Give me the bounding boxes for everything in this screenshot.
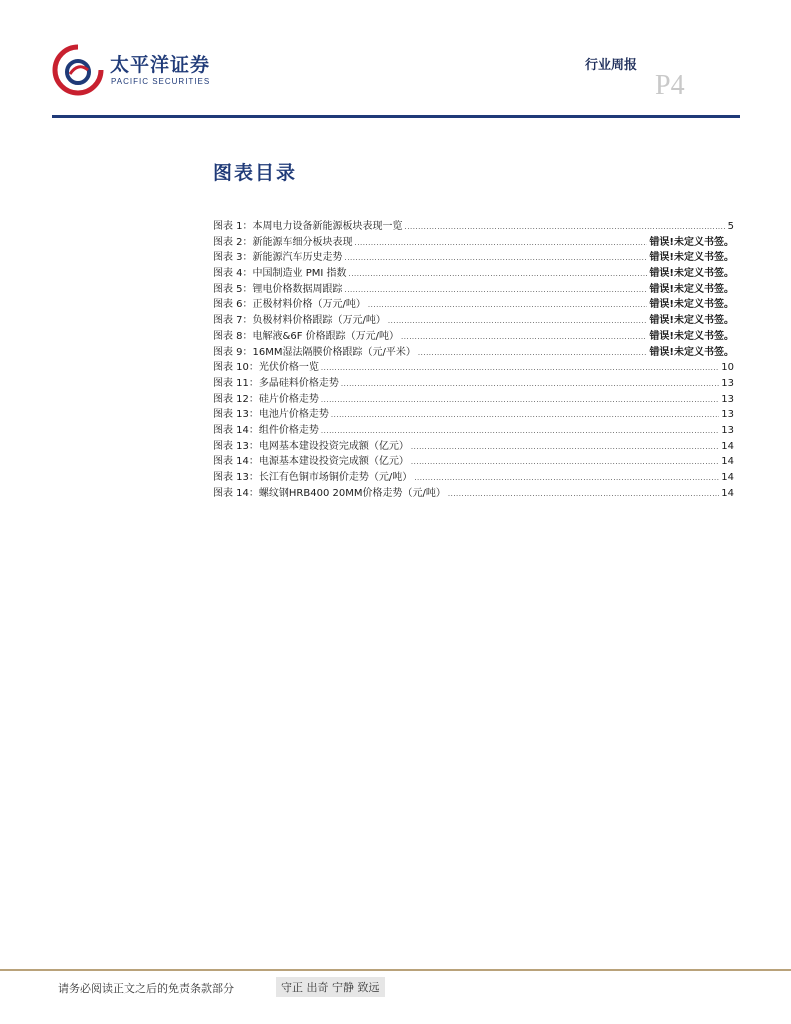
toc-leader-dots [414,471,719,487]
footer-motto: 守正 出奇 宁静 致远 [276,977,385,997]
toc-entry[interactable] [213,266,734,282]
toc-entry[interactable] [213,345,734,361]
toc-entry-label: 图表 7：负极材料价格跟踪（万元/吨） [213,315,386,327]
toc-entry[interactable] [213,423,734,439]
toc-entry-label: 图表 4：中国制造业 PMI 指数 [213,268,347,280]
company-name-en: PACIFIC SECURITIES [111,77,211,86]
toc-entry[interactable] [213,360,734,376]
toc-entry-page: 错误!未定义书签。 [649,283,734,295]
toc-leader-dots [388,314,648,330]
footer-divider [0,969,791,971]
pacific-securities-logo-icon [52,44,104,96]
toc-leader-dots [411,440,719,456]
toc-entry-page: 13 [721,393,734,405]
report-type: 行业周报 [585,58,638,73]
toc-entry-page: 5 [727,221,734,232]
toc-entry[interactable] [213,439,734,455]
toc-entry-label: 图表 1：本周电力设备新能源板块表现一览 [213,221,403,232]
toc-entry[interactable] [213,454,734,470]
toc-entry-page: 错误!未定义书签。 [649,346,734,358]
toc-entry[interactable] [213,313,734,329]
toc-entry-page: 14 [721,456,734,468]
toc-leader-dots [448,487,719,503]
footer-disclaimer: 请务必阅读正文之后的免责条款部分 [58,982,234,995]
toc-entry-label: 图表 11：多晶硅料价格走势 [213,377,339,389]
toc-entry[interactable] [213,235,734,251]
toc-entry[interactable] [213,486,734,502]
company-name-cn: 太平洋证券 [110,54,211,76]
toc-leader-dots [345,251,648,267]
toc-entry-page: 13 [721,409,734,421]
toc-entry-label: 图表 13：电网基本建设投资完成额（亿元） [213,440,409,452]
toc-entry-page: 10 [721,362,734,374]
toc-entry[interactable] [213,282,734,298]
toc-leader-dots [345,283,648,299]
toc-entry[interactable] [213,376,734,392]
toc-leader-dots [355,236,648,252]
toc-entry[interactable] [213,219,734,235]
toc-leader-dots [331,408,719,424]
toc-leader-dots [368,298,648,314]
toc-entry-label: 图表 14：电源基本建设投资完成额（亿元） [213,456,409,468]
toc-entry[interactable] [213,392,734,408]
toc-entry-page: 13 [721,377,734,389]
toc-entry-label: 图表 14：螺纹钢HRB400 20MM价格走势（元/吨） [213,487,446,499]
toc-entry-page: 错误!未定义书签。 [649,236,734,248]
toc-entry-label: 图表 3：新能源汽车历史走势 [213,252,343,264]
toc-leader-dots [405,220,726,236]
company-logo [52,44,212,96]
toc-entry[interactable] [213,470,734,486]
toc-entry-label: 图表 14：组件价格走势 [213,424,319,436]
toc-entry-label: 图表 6：正极材料价格（万元/吨） [213,299,366,311]
toc-entry-page: 错误!未定义书签。 [649,315,734,327]
toc-leader-dots [321,393,719,409]
toc-entry-page: 错误!未定义书签。 [649,330,734,342]
toc-entry-label: 图表 13：电池片价格走势 [213,409,329,421]
page-number: P4 [655,70,685,101]
toc-leader-dots [401,330,647,346]
table-of-figures [213,219,734,501]
toc-entry[interactable] [213,407,734,423]
toc-entry-page: 13 [721,424,734,436]
toc-entry-page: 14 [721,487,734,499]
toc-entry-label: 图表 12：硅片价格走势 [213,393,319,405]
toc-leader-dots [341,377,719,393]
toc-entry-page: 错误!未定义书签。 [649,268,734,280]
toc-title: 图表目录 [213,162,298,184]
toc-entry-page: 错误!未定义书签。 [649,252,734,264]
toc-entry[interactable] [213,250,734,266]
toc-entry[interactable] [213,297,734,313]
toc-entry-label: 图表 2：新能源车细分板块表现 [213,236,353,248]
toc-entry-page: 14 [721,472,734,483]
toc-entry-page: 14 [721,440,734,452]
header-divider [52,115,740,118]
toc-leader-dots [321,361,719,377]
toc-leader-dots [349,267,648,283]
toc-entry-page: 错误!未定义书签。 [649,299,734,311]
toc-entry-label: 图表 10：光伏价格一览 [213,362,319,374]
toc-entry-label: 图表 13：长江有色铜市场铜价走势（元/吨） [213,472,413,483]
toc-leader-dots [321,424,719,440]
toc-entry[interactable] [213,329,734,345]
toc-leader-dots [418,346,648,362]
toc-entry-label: 图表 9：16MM湿法隔膜价格跟踪（元/平米） [213,346,416,358]
toc-entry-label: 图表 8：电解液&6F 价格跟踪（万元/吨） [213,330,400,342]
toc-entry-label: 图表 5：锂电价格数据周跟踪 [213,283,343,295]
toc-leader-dots [411,455,719,471]
